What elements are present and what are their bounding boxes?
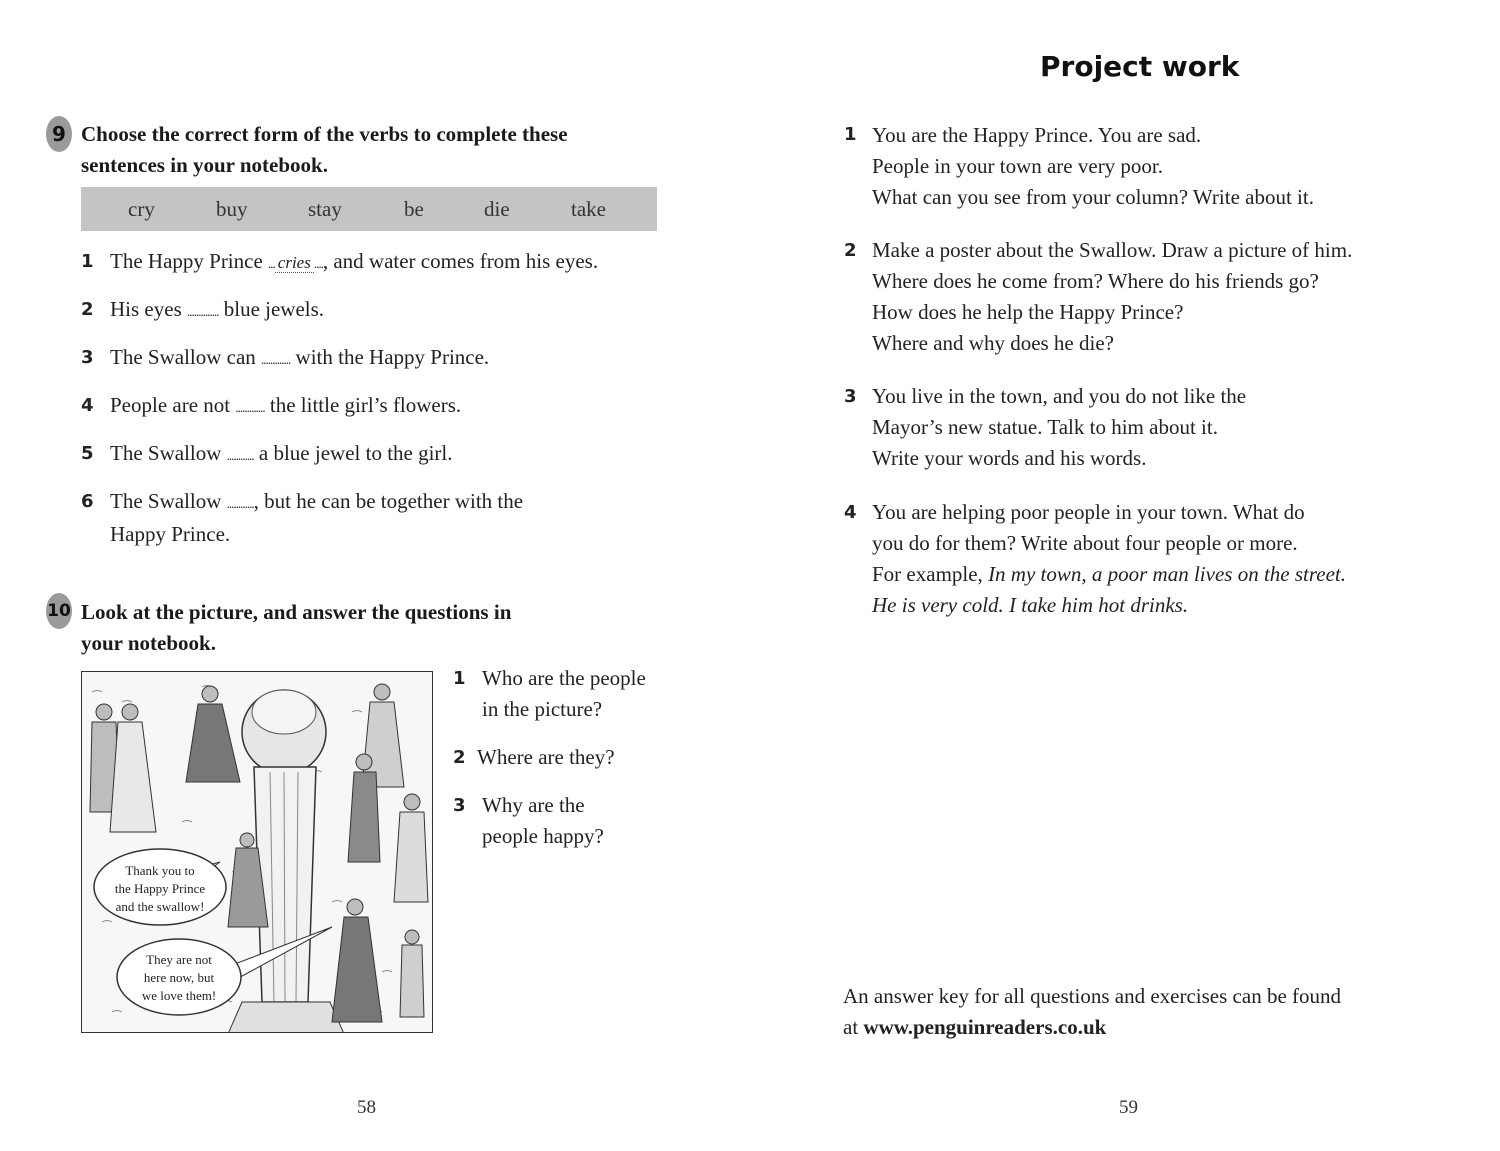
exercise-9-item-5 xyxy=(110,438,453,471)
exercise-10-question-3 xyxy=(482,790,604,852)
project-item-1 xyxy=(872,120,1314,213)
item-text: you do for them? Write about four people or more. xyxy=(872,531,1298,555)
question-text: Where are they? xyxy=(477,745,615,769)
example-text: In my town, a poor man lives on the street. xyxy=(988,562,1346,586)
right-page xyxy=(750,0,1500,1151)
blank-dots: ............. xyxy=(261,352,291,367)
item-number: 6 xyxy=(81,491,94,512)
sentence-text: blue jewels. xyxy=(218,297,325,321)
project-item-3 xyxy=(872,381,1246,474)
question-text: Who are the people xyxy=(482,666,646,690)
exercise-9-badge: 9 xyxy=(46,116,72,152)
sentence-text: a blue jewel to the girl. xyxy=(253,441,453,465)
exercise-9-item-6 xyxy=(110,486,523,550)
bubble1-line1: Thank you to xyxy=(125,863,195,878)
verb-word: cry xyxy=(128,196,155,221)
illustration-town-square xyxy=(81,671,433,1033)
item-text: What can you see from your column? Write about it. xyxy=(872,185,1314,209)
blank-dots: .............. xyxy=(187,304,219,319)
item-text: For example, xyxy=(872,562,989,586)
question-text: people happy? xyxy=(482,824,604,848)
exercise-9-instruction xyxy=(81,119,568,181)
item-text: Where and why does he die? xyxy=(872,331,1114,355)
item-number: 3 xyxy=(81,347,94,368)
exercise-9-instruction-line2: sentences in your notebook. xyxy=(81,153,328,177)
item-number: 4 xyxy=(844,502,857,523)
exercise-10-instruction-line2: your notebook. xyxy=(81,631,216,655)
sentence-text: , and water comes from his eyes. xyxy=(322,249,599,273)
verb-word: be xyxy=(404,196,424,221)
footer-text: An answer key for all questions and exercises can be found xyxy=(843,984,1342,1008)
exercise-10-instruction xyxy=(81,597,511,659)
item-text: People in your town are very poor. xyxy=(872,154,1164,178)
page-title: Project work xyxy=(1040,50,1240,83)
exercise-10-question-2 xyxy=(477,742,615,773)
blank-dots: ............ xyxy=(226,496,254,511)
item-text: Write your words and his words. xyxy=(872,446,1147,470)
question-text: Why are the xyxy=(482,793,585,817)
verb-word: take xyxy=(571,196,606,221)
sentence-text: The Swallow xyxy=(110,489,227,513)
question-number: 2 xyxy=(453,747,466,768)
blank-dots: ............. xyxy=(235,400,265,415)
item-text: Make a poster about the Swallow. Draw a picture of him. xyxy=(872,238,1353,262)
answer-key-note xyxy=(843,981,1341,1043)
page-number: 59 xyxy=(1119,1097,1138,1118)
item-number: 2 xyxy=(81,299,94,320)
sentence-text: His eyes xyxy=(110,297,187,321)
item-text: Mayor’s new statue. Talk to him about it. xyxy=(872,415,1218,439)
item-number: 4 xyxy=(81,395,94,416)
sentence-text: The Swallow can xyxy=(110,345,262,369)
sentence-text: The Swallow xyxy=(110,441,227,465)
bubble2-line3: we love them! xyxy=(141,988,217,1003)
verb-word: stay xyxy=(308,196,342,221)
question-text: in the picture? xyxy=(482,697,603,721)
sentence-text: , but he can be together with the xyxy=(253,489,524,513)
question-number: 3 xyxy=(453,795,466,816)
item-text: Where does he come from? Where do his friends go? xyxy=(872,269,1319,293)
item-text: You are the Happy Prince. You are sad. xyxy=(872,123,1202,147)
bubble2-line2: here now, but xyxy=(143,970,215,985)
verb-box xyxy=(81,187,657,231)
item-number: 2 xyxy=(844,240,857,261)
illustration-drawing xyxy=(82,672,433,1033)
blank-dots: ... xyxy=(268,256,275,271)
sentence-text: The Happy Prince xyxy=(110,249,269,273)
sentence-text: Happy Prince. xyxy=(110,522,231,546)
project-item-4 xyxy=(872,497,1346,621)
example-answer: cries xyxy=(275,253,314,273)
item-number: 1 xyxy=(81,251,94,272)
blank-dots: .... xyxy=(313,256,323,271)
exercise-10-badge: 10 xyxy=(46,593,72,629)
item-text: You live in the town, and you do not like the xyxy=(872,384,1247,408)
bubble1-line3: and the swallow! xyxy=(115,899,205,914)
website-link[interactable]: www.penguinreaders.co.uk xyxy=(863,1015,1107,1039)
verb-word: die xyxy=(484,196,510,221)
footer-text: at xyxy=(843,1015,864,1039)
item-number: 5 xyxy=(81,443,94,464)
sentence-text: People are not xyxy=(110,393,236,417)
item-text: How does he help the Happy Prince? xyxy=(872,300,1184,324)
blank-dots: ............ xyxy=(226,448,254,463)
project-item-2 xyxy=(872,235,1352,359)
item-text: You are helping poor people in your town. What do xyxy=(872,500,1305,524)
exercise-10-question-1 xyxy=(482,663,646,725)
exercise-9-item-4 xyxy=(110,390,461,423)
bubble1-line2: the Happy Prince xyxy=(114,881,206,896)
sentence-text: with the Happy Prince. xyxy=(290,345,490,369)
exercise-9-item-3 xyxy=(110,342,489,375)
exercise-9-item-2 xyxy=(110,294,324,327)
verb-word: buy xyxy=(216,196,248,221)
bubble2-line1: They are not xyxy=(146,952,212,967)
exercise-10-instruction-line1: Look at the picture, and answer the questions in xyxy=(81,600,512,624)
page-number: 58 xyxy=(357,1097,376,1118)
question-number: 1 xyxy=(453,668,466,689)
item-number: 1 xyxy=(844,124,857,145)
exercise-9-item-1 xyxy=(110,246,598,279)
item-number: 3 xyxy=(844,386,857,407)
example-text: He is very cold. I take him hot drinks. xyxy=(872,593,1189,617)
sentence-text: the little girl’s flowers. xyxy=(264,393,462,417)
exercise-9-instruction-line1: Choose the correct form of the verbs to complete these xyxy=(81,122,568,146)
